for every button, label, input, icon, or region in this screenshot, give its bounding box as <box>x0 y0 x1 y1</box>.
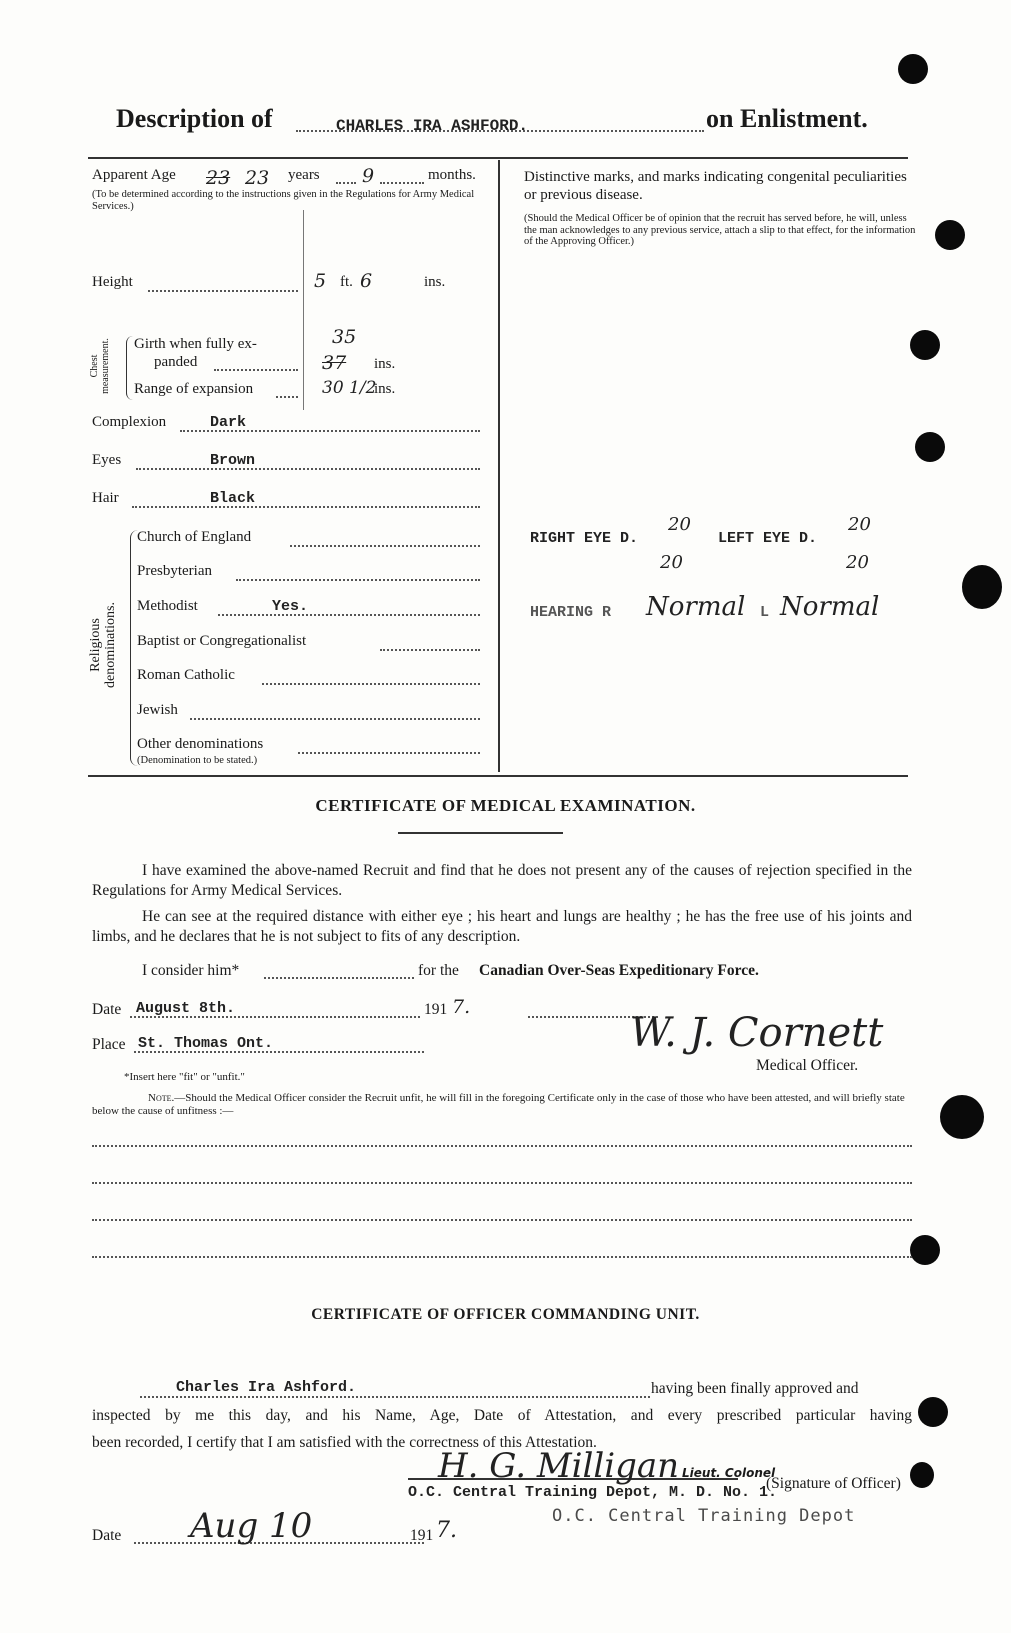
religion-methodist-value: Yes. <box>272 598 309 615</box>
punch-hole <box>910 1235 940 1265</box>
religion-roman-catholic: Roman Catholic <box>137 667 235 683</box>
height-label: Height <box>92 274 133 290</box>
years-label: years <box>288 167 320 183</box>
right-eye-num: 20 <box>668 514 691 535</box>
medical-para-2: He can see at the required distance with either eye ; his heart and lungs are healthy ; he has the free use of his joints and limbs, and he declares that he is not subject to fits of any description. <box>92 908 912 945</box>
complexion-value: Dark <box>210 414 247 431</box>
left-eye-num: 20 <box>848 514 871 535</box>
religion-other: Other denominations <box>137 736 264 752</box>
punch-hole <box>935 220 965 250</box>
hearing-left: Normal <box>780 592 880 622</box>
unfitness-line <box>92 1219 912 1221</box>
commanding-date-label: Date <box>92 1527 122 1544</box>
apparent-age-label: Apparent Age <box>92 167 176 183</box>
commanding-line-3: been recorded, I certify that I am satisfied with the correctness of this Attestation. <box>92 1434 597 1451</box>
punch-hole <box>962 565 1002 609</box>
girth-label-2: panded <box>154 354 198 370</box>
range-value: 30 1/2 <box>322 378 377 398</box>
eyes-label: Eyes <box>92 452 122 468</box>
consider-suffix: for the <box>418 962 459 979</box>
medical-year-prefix: 191 <box>424 1001 448 1018</box>
religion-church-of-england: Church of England <box>137 529 252 545</box>
right-eye-den: 20 <box>660 552 683 573</box>
chest-label: Chest measurement. <box>89 338 111 394</box>
note-text: —Should the Medical Officer consider the Recruit unfit, he will fill in the foregoing Certificate only in the case of those who have been attested, and will briefly state below the cause of unfitness :— <box>92 1092 905 1117</box>
hearing-right: Normal <box>646 592 746 622</box>
punch-hole <box>910 330 940 360</box>
punch-hole <box>898 54 928 84</box>
girth-label-1: Girth when fully ex- <box>134 336 257 352</box>
left-eye-den: 20 <box>846 552 869 573</box>
age-years: 23 <box>245 167 270 189</box>
age-struck: 23 <box>206 167 231 189</box>
medical-officer-label: Medical Officer. <box>756 1057 859 1074</box>
hair-label: Hair <box>92 490 119 506</box>
commanding-date-value: Aug 10 <box>190 1506 313 1546</box>
ft-label: ft. <box>340 274 353 290</box>
punch-hole <box>918 1397 948 1427</box>
officer-signature: H. G. Milligan <box>438 1446 680 1486</box>
officer-signature-label: (Signature of Officer) <box>766 1475 901 1492</box>
top-rule <box>88 157 908 159</box>
hearing-left-prefix: L <box>760 604 770 621</box>
religion-presbyterian: Presbyterian <box>137 563 212 579</box>
place-value: St. Thomas Ont. <box>138 1035 274 1052</box>
title-underline <box>398 832 563 834</box>
column-divider <box>498 160 500 772</box>
officer-rank: Lieut. Colonel <box>682 1466 776 1480</box>
range-unit: ins. <box>374 381 396 397</box>
punch-hole <box>940 1095 984 1139</box>
punch-hole <box>915 432 945 462</box>
commanding-line-1: having been finally approved and <box>651 1380 859 1397</box>
insert-note: *Insert here "fit" or "unfit." <box>124 1071 245 1083</box>
stamp: O.C. Central Training Depot <box>552 1506 856 1526</box>
age-months: 9 <box>362 165 375 187</box>
right-eye-label: RIGHT EYE D. <box>530 530 639 547</box>
recruit-name: Charles Ira Ashford. <box>176 1379 357 1396</box>
medical-officer-signature: W. J. Cornett <box>630 1010 884 1056</box>
header-prefix: Description of <box>116 104 273 133</box>
note-label: Note. <box>148 1092 175 1104</box>
hearing-label: HEARING R <box>530 604 612 621</box>
commanding-year-digit: 7. <box>436 1518 457 1543</box>
consider-prefix: I consider him* <box>142 962 240 979</box>
religion-methodist: Methodist <box>137 598 198 614</box>
religion-jewish: Jewish <box>137 702 178 718</box>
range-label: Range of expansion <box>134 381 254 397</box>
section-rule <box>88 775 908 777</box>
place-label: Place <box>92 1036 126 1053</box>
hair-value: Black <box>210 490 256 507</box>
medical-date-value: August 8th. <box>136 1000 236 1017</box>
religion-other-note: (Denomination to be stated.) <box>137 755 258 766</box>
punch-hole <box>910 1462 934 1488</box>
girth-value: 37 <box>322 352 347 374</box>
inner-vertical <box>303 210 304 410</box>
force-name: Canadian Over-Seas Expeditionary Force. <box>479 962 759 979</box>
officer-unit: O.C. Central Training Depot, M. D. No. 1. <box>408 1484 778 1501</box>
girth-value-top: 35 <box>332 326 357 348</box>
left-eye-label: LEFT EYE D. <box>718 530 818 547</box>
months-label: months. <box>428 167 476 183</box>
medical-date-label: Date <box>92 1001 122 1018</box>
unfitness-line <box>92 1182 912 1184</box>
height-in: 6 <box>360 270 373 292</box>
header-suffix: on Enlistment. <box>706 104 868 133</box>
soldier-name: CHARLES IRA ASHFORD. <box>336 117 529 135</box>
commanding-year-prefix: 191 <box>410 1527 434 1544</box>
unfitness-line <box>92 1145 912 1147</box>
age-note: (To be determined according to the instructions given in the Regulations for Army Medical Services.) <box>92 189 475 212</box>
commanding-line-2: inspected by me this day, and his Name, Age, Date of Attestation, and every prescribed particular having <box>92 1407 912 1424</box>
medical-para-1: I have examined the above-named Recruit and find that he does not present any of the causes of rejection specified in the Regulations for Army Medical Services. <box>92 862 912 899</box>
medical-note <box>92 1092 916 1118</box>
medical-year-digit: 7. <box>452 996 471 1018</box>
unfitness-line <box>92 1256 912 1258</box>
girth-unit: ins. <box>374 356 396 372</box>
height-ft: 5 <box>314 270 327 292</box>
chest-brace <box>126 336 133 400</box>
religion-baptist: Baptist or Congregationalist <box>137 633 307 649</box>
commanding-title: CERTIFICATE OF OFFICER COMMANDING UNIT. <box>311 1306 700 1323</box>
complexion-label: Complexion <box>92 414 167 430</box>
eyes-value: Brown <box>210 452 256 469</box>
religion-label: Religious denominations. <box>88 602 118 688</box>
marks-note: (Should the Medical Officer be of opinion that the recruit has served before, he will, unless the man acknowledges to any previous service, attach a slip to that effect, for the information of the Approving Officer.) <box>524 213 916 247</box>
medical-title: CERTIFICATE OF MEDICAL EXAMINATION. <box>315 796 696 815</box>
marks-title: Distinctive marks, and marks indicating congenital peculiarities or previous disease. <box>524 169 907 203</box>
ins-label: ins. <box>424 274 446 290</box>
